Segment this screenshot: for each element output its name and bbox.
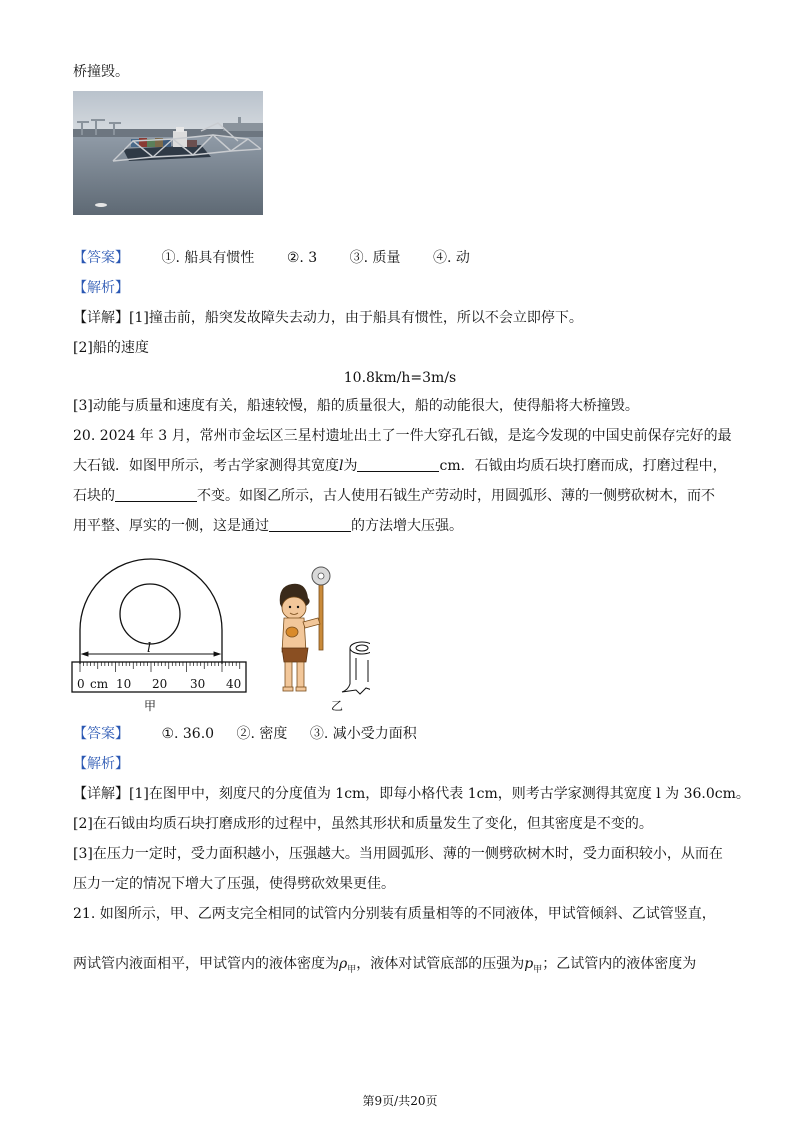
detail-tag: 【详解】 bbox=[73, 786, 129, 802]
answer-blank-1 bbox=[357, 457, 439, 472]
q20-line-3 bbox=[73, 486, 715, 506]
q20-text: 为 bbox=[343, 458, 358, 474]
page-footer: 第9页/共20页 bbox=[362, 1094, 438, 1108]
answer-tag: 【答案】 bbox=[73, 726, 129, 742]
pressure-subscript: 甲 bbox=[533, 964, 543, 975]
q20-detail-3: [3]在压力一定时，受力面积越小，压强越大。当用圆弧形、薄的一侧劈砍树木时，受力面积较小，从而在 bbox=[73, 846, 723, 862]
q20-text: 不变。如图乙所示，古人使用石钺生产劳动时，用圆弧形、薄的一侧劈砍树木，而不 bbox=[197, 488, 715, 504]
rho-symbol: ρ bbox=[339, 956, 348, 972]
ruler-label: 30 bbox=[190, 677, 206, 691]
bridge-collapse-photo bbox=[73, 91, 263, 215]
analysis-tag: 【解析】 bbox=[73, 280, 129, 296]
answer-tag: 【答案】 bbox=[73, 250, 129, 266]
ruler-label: cm bbox=[90, 677, 109, 691]
answer-item: ②. 密度 bbox=[236, 726, 288, 742]
caption-jia: 甲 bbox=[144, 699, 157, 713]
q21-line-2 bbox=[73, 954, 696, 980]
q19-detail-3: [3]动能与质量和速度有关，船速较慢，船的质量很大，船的动能很大，使得船将大桥撞毁。 bbox=[73, 398, 639, 414]
q20-text: 的方法增大压强。 bbox=[351, 518, 463, 534]
q19-detail-2: [2]船的速度 bbox=[73, 340, 149, 356]
q21-text: ；乙试管内的液体密度为 bbox=[542, 956, 697, 972]
q19-answer-line bbox=[73, 248, 470, 268]
detail-text: [1]在图甲中，刻度尺的分度值为 1cm，即每小格代表 1cm，则考古学家测得其宽度 l 为 36.0cm。 bbox=[129, 786, 750, 802]
q20-text: 大石钺．如图甲所示，考古学家测得其宽度 bbox=[73, 458, 339, 474]
analysis-tag: 【解析】 bbox=[73, 756, 129, 772]
q20-line-4 bbox=[73, 516, 463, 536]
q20-text: cm．石钺由均质石块打磨而成，打磨过程中， bbox=[439, 458, 727, 474]
answer-item: ①. 船具有惯性 bbox=[161, 250, 255, 266]
q21-text: ，液体对试管底部的压强为 bbox=[356, 956, 525, 972]
answer-blank-3 bbox=[269, 517, 351, 532]
q21-text: 两试管内液面相平，甲试管内的液体密度为 bbox=[73, 956, 339, 972]
q21-line-1: 21. 如图所示，甲、乙两支完全相同的试管内分别装有质量相等的不同液体，甲试管倾斜、乙试管竖直， bbox=[73, 906, 716, 922]
q20-figures bbox=[70, 556, 370, 720]
q20-answer-line bbox=[73, 724, 417, 744]
q19-detail-1 bbox=[73, 308, 583, 328]
rho-subscript: 甲 bbox=[347, 964, 357, 975]
q20-line-2 bbox=[73, 456, 727, 476]
q20-text: 石块的 bbox=[73, 488, 115, 504]
answer-item: ②. 3 bbox=[286, 250, 318, 266]
width-symbol: l bbox=[339, 458, 344, 474]
caption-yi: 乙 bbox=[331, 699, 344, 713]
q20-detail-2: [2]在石钺由均质石块打磨成形的过程中，虽然其形状和质量发生了变化，但其密度是不变的。 bbox=[73, 816, 653, 832]
tree-stump bbox=[342, 642, 370, 694]
q20-detail-1 bbox=[73, 784, 750, 804]
ruler-label: 0 bbox=[77, 677, 85, 691]
q20-text: 用平整、厚实的一侧，这是通过 bbox=[73, 518, 269, 534]
top-fragment: 桥撞毁。 bbox=[73, 64, 129, 80]
q20-detail-3-cont: 压力一定的情况下增大了压强，使得劈砍效果更佳。 bbox=[73, 876, 395, 892]
q20-line-1: 20. 2024 年 3 月，常州市金坛区三星村遗址出土了一件大穿孔石钺，是迄今发现的中国史前保存完好的最 bbox=[73, 428, 732, 444]
ruler-label: 10 bbox=[116, 677, 132, 691]
ruler-label: 20 bbox=[152, 677, 168, 691]
ruler-label: 40 bbox=[226, 677, 242, 691]
detail-text: [1]撞击前，船突发故障失去动力，由于船具有惯性，所以不会立即停下。 bbox=[129, 310, 583, 326]
caveman-illustration bbox=[280, 567, 370, 713]
answer-blank-2 bbox=[115, 487, 197, 502]
answer-item: ③. 质量 bbox=[349, 250, 401, 266]
answer-item: ③. 减小受力面积 bbox=[309, 726, 417, 742]
answer-item: ④. 动 bbox=[432, 250, 470, 266]
detail-tag: 【详解】 bbox=[73, 310, 129, 326]
q19-formula: 10.8km/h=3m/s bbox=[343, 370, 457, 386]
answer-item: ①. 36.0 bbox=[161, 726, 215, 742]
pressure-symbol: p bbox=[524, 956, 534, 972]
width-label: l bbox=[147, 641, 152, 656]
